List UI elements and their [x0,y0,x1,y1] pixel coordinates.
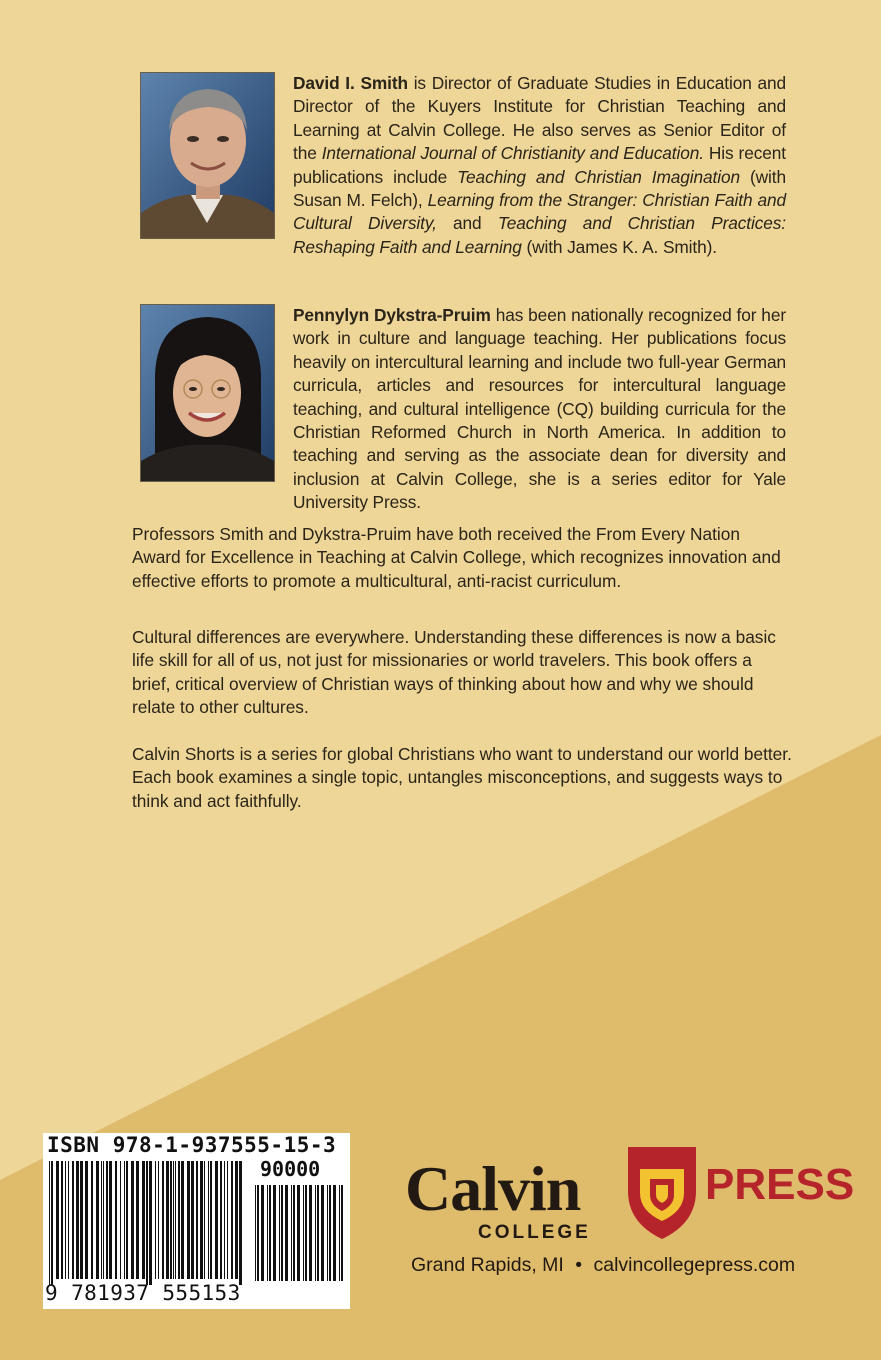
isbn-barcode [43,1133,350,1309]
publication-title: Teaching and Christian Practices: Reshaping Faith and Learning [293,213,787,257]
bio-text-run: (with James K. A. Smith). [521,236,717,257]
author-bio-smith [140,72,786,259]
address-separator: • [575,1254,583,1276]
bio-text-run: has been nationally recognized for her work in culture and language teaching. Her publications focus heavily on intercultural learning and include two full-year German curricula, articles and resources for intercultural language teaching, and cultural intelligence (CQ) building curricula for the Christian Reformed Church in North America. In addition to teaching and serving as the associate dean for diversity and inclusion at Calvin College, she is a series editor for Yale University Press. [293,305,786,513]
author-bio-text [293,72,786,259]
author-portrait-man [140,72,275,239]
publication-title: International Journal of Christianity and Education. [321,143,704,164]
bio-text-run: is Director of Graduate Studies in Education and Director of the Kuyers Institute for Christian Teaching and Learning at Calvin College. He also serves as Senior Editor of the [293,73,786,164]
bio-text-run: and [436,213,498,234]
bio-text-run: (with Susan M. Felch), [293,166,786,211]
publication-title: Learning from the Stranger: Christian Faith and Cultural Diversity, [293,190,786,234]
logo-press-wordmark: PRESS [705,1160,855,1209]
description-paragraph: Cultural differences are everywhere. Understanding these differences is now a basic life skill for all of us, not just for missionaries or world travelers. This book offers a brief, critical overview of Christian ways of thinking about how and why we should relate to other cultures. [132,627,776,718]
logo-college-wordmark: COLLEGE [478,1222,591,1243]
publisher-address [411,1254,795,1277]
logo-calvin-wordmark: Calvin [405,1153,581,1224]
author-name: David I. Smith [293,73,408,93]
publication-title: Teaching and Christian Imagination [457,166,740,187]
publisher-location: Grand Rapids, MI [411,1254,564,1276]
publisher-logo [400,1140,855,1300]
author-name: Pennylyn Dykstra-Pruim [293,305,491,325]
awards-paragraph: Professors Smith and Dykstra-Pruim have both received the From Every Nation Award for Excellence in Teaching at Calvin College, which recognizes innovation and effective efforts to promote a multicultural, anti-racist curriculum. [132,524,781,591]
barcode-digits: 9 781937 555153 [45,1281,241,1305]
series-paragraph: Calvin Shorts is a series for global Christians who want to understand our world better. Each book examines a single topic, untangles misconceptions, and suggests ways to think and act faithfully. [132,744,792,811]
author-bio-dykstra-pruim [140,304,786,515]
author-portrait-woman [140,304,275,482]
calvin-shield-icon [626,1145,698,1241]
price-code: 90000 [260,1157,321,1181]
bio-text-run: His recent publications include [293,143,786,187]
author-bio-text [293,304,786,515]
isbn-label: ISBN 978-1-937555-15-3 [47,1133,337,1157]
publisher-website: calvincollegepress.com [593,1254,796,1276]
